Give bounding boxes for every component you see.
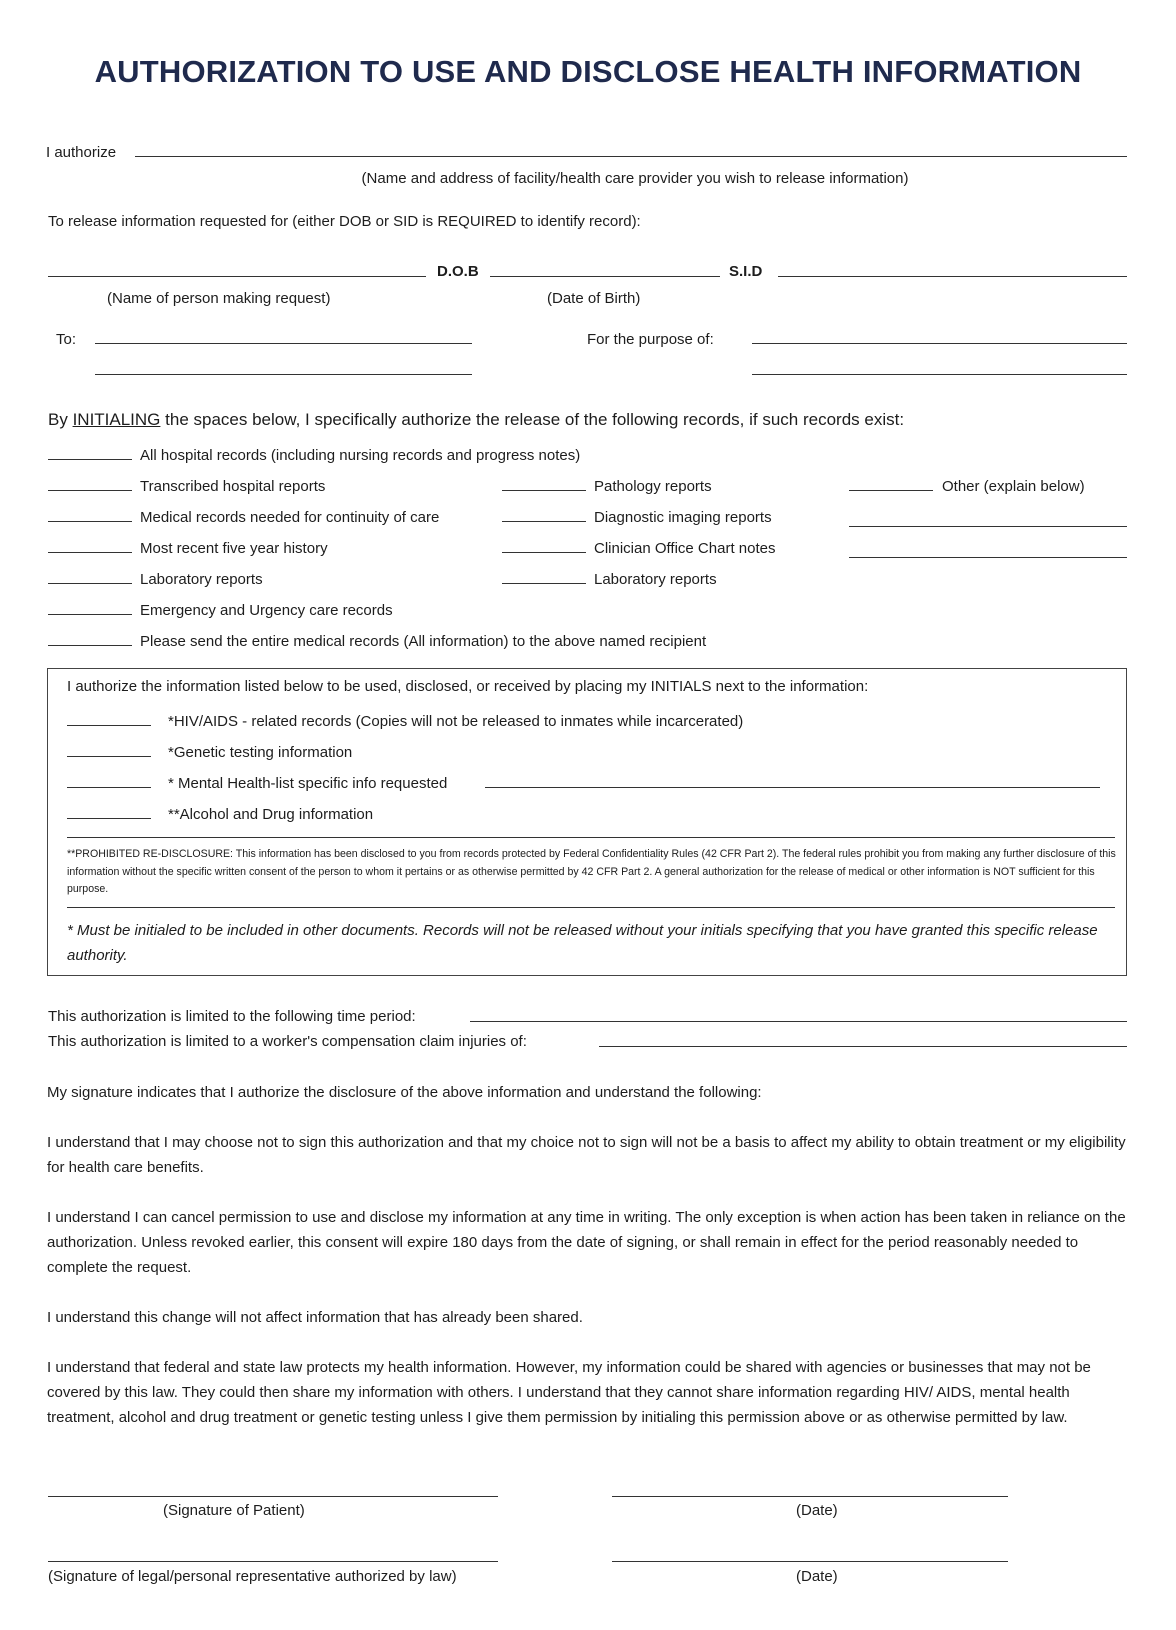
special-intro: I authorize the information listed below to be used, disclosed, or received by placing my INITIALS next to the information: [67, 678, 869, 695]
patient-signature-caption: (Signature of Patient) [163, 1502, 305, 1519]
sid-field[interactable] [778, 276, 1127, 277]
other-explain-line-2[interactable] [849, 557, 1127, 558]
requester-name-field[interactable] [48, 276, 426, 277]
initial-other[interactable] [849, 490, 933, 491]
initialing-underlined: INITIALING [72, 410, 161, 429]
record-emergency: Emergency and Urgency care records [140, 602, 393, 619]
purpose-label: For the purpose of: [587, 331, 714, 348]
initial-entire[interactable] [48, 645, 132, 646]
record-clinician: Clinician Office Chart notes [594, 540, 776, 557]
authorize-label: I authorize [46, 144, 117, 161]
dob-label: D.O.B [437, 263, 479, 280]
paragraph-4: I understand that federal and state law protects my health information. However, my information could be shared with agencies or businesses that may not be covered by this law. They could then share my information with others. I understand that they cannot share information regarding HIV/ AIDS, mental health treatment, alcohol and drug treatment or genetic testing unless I give them permission by initialing this permission above or as otherwise permitted by law. [47, 1359, 1091, 1426]
representative-signature-field[interactable] [48, 1561, 498, 1562]
record-five-year: Most recent five year history [140, 540, 328, 557]
initial-laboratory-1[interactable] [48, 583, 132, 584]
initial-alcohol[interactable] [67, 818, 151, 819]
release-request-text: To release information requested for (either DOB or SID is REQUIRED to identify record): [48, 213, 641, 230]
authorize-caption: (Name and address of facility/health care provider you wish to release information) [361, 170, 909, 187]
dob-caption: (Date of Birth) [547, 290, 641, 307]
limit-workers-comp-label: This authorization is limited to a worker's compensation claim injuries of: [48, 1033, 527, 1050]
record-diagnostic: Diagnostic imaging reports [594, 509, 772, 526]
record-entire: Please send the entire medical records (All information) to the above named recipient [140, 633, 707, 650]
to-label: To: [56, 331, 77, 348]
limit-workers-comp-field[interactable] [599, 1046, 1127, 1047]
limit-time-period-field[interactable] [470, 1021, 1127, 1022]
initialing-suffix: the spaces below, I specifically authorize the release of the following records, if such records exist: [160, 410, 905, 429]
initial-continuity[interactable] [48, 521, 132, 522]
paragraph-2: I understand I can cancel permission to use and disclose my information at any time in writing. The only exception is when action has been taken in reliance on the authorization. Unless revoked earlier, this consent will expire 180 days from the date of signing, or shall remain in effect for the period reasonably needed to complete the request. [47, 1209, 1126, 1276]
must-initial-note: * Must be initialed to be included in other documents. Records will not be released without your initials specifying that you have granted this specific release authority. [67, 922, 1098, 964]
initial-laboratory-2[interactable] [502, 583, 586, 584]
paragraph-1: I understand that I may choose not to sign this authorization and that my choice not to sign will not be a basis to affect my ability to obtain treatment or my eligibility for health care benefits. [47, 1134, 1126, 1176]
initial-hiv[interactable] [67, 725, 151, 726]
purpose-field-line-1[interactable] [752, 343, 1127, 344]
special-genetic: *Genetic testing information [168, 744, 353, 761]
initial-five-year[interactable] [48, 552, 132, 553]
record-pathology: Pathology reports [594, 478, 712, 495]
initial-clinician[interactable] [502, 552, 586, 553]
paragraph-3: I understand this change will not affect information that has already been shared. [47, 1309, 583, 1326]
initial-diagnostic[interactable] [502, 521, 586, 522]
record-other: Other (explain below) [942, 478, 1085, 495]
date-field-2[interactable] [612, 1561, 1008, 1562]
special-hiv: *HIV/AIDS - related records (Copies will not be released to inmates while incarcerated) [168, 713, 744, 730]
representative-signature-caption: (Signature of legal/personal representative authorized by law) [48, 1568, 457, 1585]
limit-time-period-label: This authorization is limited to the following time period: [48, 1008, 416, 1025]
mental-specific-info-field[interactable] [485, 787, 1100, 788]
date-caption-1: (Date) [796, 1502, 838, 1519]
special-mental: * Mental Health-list specific info requested [168, 775, 448, 792]
divider-bottom [67, 907, 1115, 908]
record-laboratory-2: Laboratory reports [594, 571, 717, 588]
initial-emergency[interactable] [48, 614, 132, 615]
purpose-field-line-2[interactable] [752, 374, 1127, 375]
initial-all-hospital[interactable] [48, 459, 132, 460]
prohibited-redisclosure-notice: **PROHIBITED RE-DISCLOSURE: This information has been disclosed to you from records protected by Federal Confidentiality Rules (42 CFR Part 2). The federal rules prohibit you from making any further disclosure of this information without the specific written consent of the person to whom it pertains or as otherwise permitted by 42 CFR Part 2. A general authorization for the release of medical or other information is NOT sufficient for this purpose. [67, 848, 1116, 895]
signature-intro: My signature indicates that I authorize the disclosure of the above information and understand the following: [47, 1084, 762, 1101]
date-caption-2: (Date) [796, 1568, 838, 1585]
initialing-prefix: By [48, 410, 73, 429]
authorize-field[interactable] [135, 156, 1127, 157]
page-title: AUTHORIZATION TO USE AND DISCLOSE HEALTH INFORMATION [94, 54, 1082, 89]
other-explain-line-1[interactable] [849, 526, 1127, 527]
dob-field[interactable] [490, 276, 720, 277]
initial-pathology[interactable] [502, 490, 586, 491]
record-all-hospital: All hospital records (including nursing records and progress notes) [140, 447, 581, 464]
patient-signature-field[interactable] [48, 1496, 498, 1497]
to-field-line-2[interactable] [95, 374, 472, 375]
to-field-line-1[interactable] [95, 343, 472, 344]
requester-name-caption: (Name of person making request) [107, 290, 331, 307]
divider-top [67, 837, 1115, 838]
initial-genetic[interactable] [67, 756, 151, 757]
record-laboratory-1: Laboratory reports [140, 571, 263, 588]
special-alcohol: **Alcohol and Drug information [168, 806, 374, 823]
sid-label: S.I.D [729, 263, 763, 280]
initial-mental[interactable] [67, 787, 151, 788]
date-field-1[interactable] [612, 1496, 1008, 1497]
initial-transcribed[interactable] [48, 490, 132, 491]
record-continuity: Medical records needed for continuity of care [140, 509, 440, 526]
initialing-instructions [48, 410, 904, 430]
record-transcribed: Transcribed hospital reports [140, 478, 326, 495]
